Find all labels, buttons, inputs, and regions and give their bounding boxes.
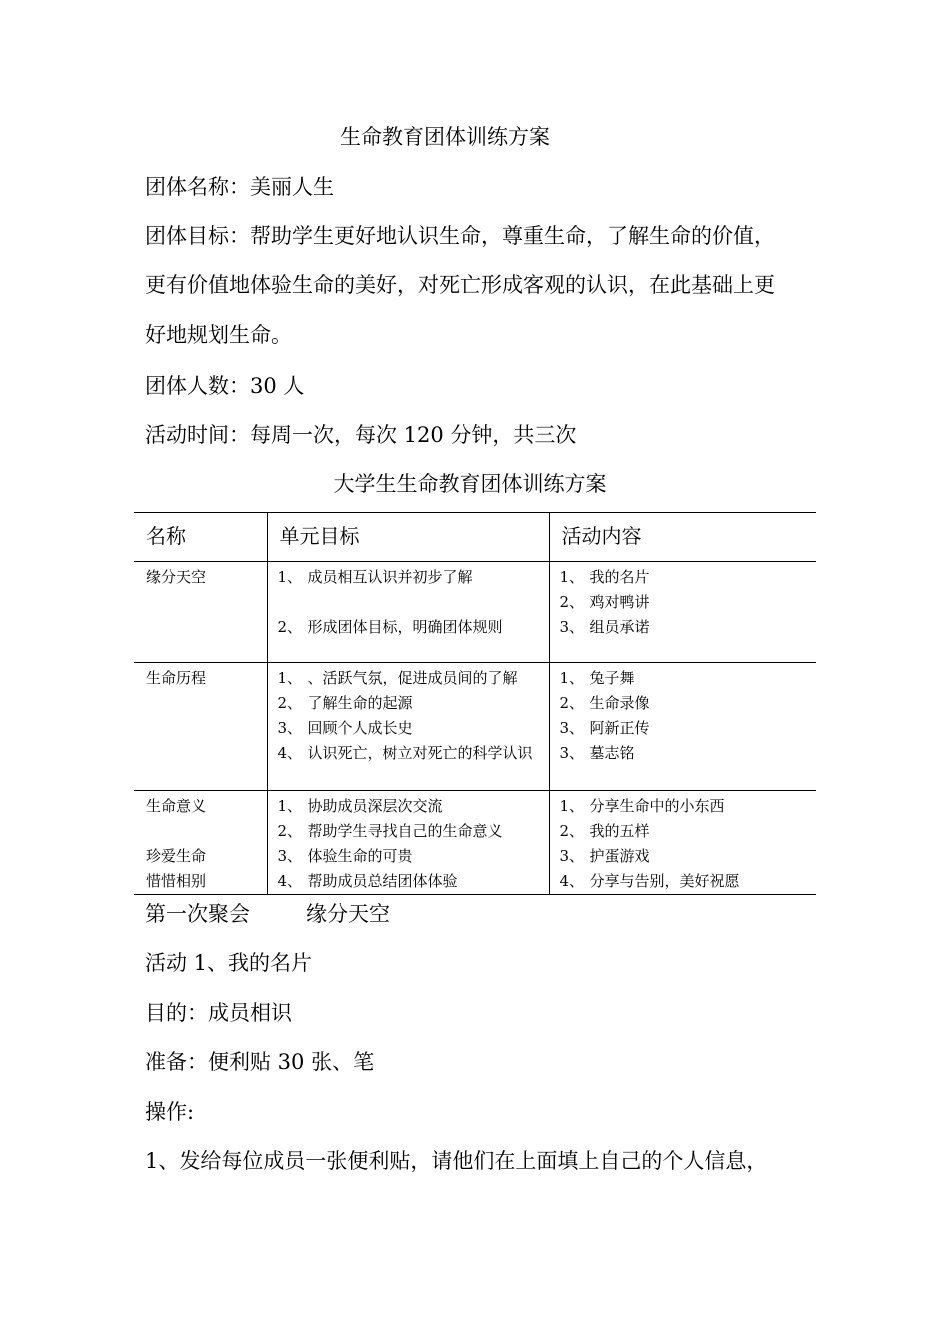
group-size: 团体人数：30 人 (145, 374, 305, 398)
activity-item (560, 716, 811, 741)
activity-item (560, 666, 811, 691)
unit-goals-cell (267, 562, 549, 663)
activity-item (560, 819, 811, 844)
goal-line-3: 好地规划生命。 (145, 323, 292, 347)
goal-item (278, 590, 543, 615)
table-title: 大学生生命教育团体训练方案 (333, 472, 607, 496)
goal-item (278, 794, 543, 819)
goal-item (278, 869, 543, 894)
preparation: 准备：便利贴 30 张、笔 (145, 1050, 375, 1074)
item-number: 1、 (559, 568, 585, 586)
goal-line-2: 更有价值地体验生命的美好，对死亡形成客观的认识，在此基础上更 (145, 273, 775, 297)
session-name: 缘分天空 (306, 902, 390, 926)
unit-name: 珍爱生命 (146, 847, 207, 865)
goal-item (278, 565, 543, 590)
item-number: 2、 (277, 694, 303, 712)
item-number: 2、 (559, 593, 585, 611)
item-text: 鸡对鸭讲 (589, 593, 650, 611)
item-number: 3、 (559, 744, 585, 762)
item-number: 2、 (277, 822, 303, 840)
activities-cell (549, 791, 816, 895)
item-number: 2、 (559, 822, 585, 840)
item-text: 成员相互认识并初步了解 (307, 568, 473, 586)
activity-title: 活动 1、我的名片 (145, 951, 313, 975)
plan-table (134, 512, 816, 895)
goal-item (278, 666, 543, 691)
item-number: 3、 (277, 847, 303, 865)
item-number: 1、 (559, 797, 585, 815)
item-text: 形成团体目标，明确团体规则 (307, 618, 503, 636)
item-text: 墓志铭 (589, 744, 635, 762)
item-text: 组员承诺 (589, 618, 650, 636)
unit-name-cell (134, 791, 267, 895)
goal-item (278, 741, 543, 766)
document-title: 生命教育团体训练方案 (340, 125, 550, 149)
unit-name: 生命历程 (146, 669, 207, 687)
item-number: 4、 (277, 744, 303, 762)
item-number: 1、 (277, 568, 303, 586)
activity-item (560, 590, 811, 615)
activity-item (560, 565, 811, 590)
item-number: 2、 (559, 694, 585, 712)
activity-item (560, 869, 811, 894)
item-text: 回顾个人成长史 (307, 719, 413, 737)
goal-item (278, 691, 543, 716)
table-row (134, 791, 816, 895)
item-number: 2、 (277, 618, 303, 636)
item-text: 、活跃气氛，促进成员间的了解 (307, 669, 518, 687)
item-text: 阿新正传 (589, 719, 650, 737)
goal-line-1: 团体目标：帮助学生更好地认识生命，尊重生命，了解生命的价值， (145, 224, 775, 248)
activity-item (560, 691, 811, 716)
item-number: 3、 (559, 847, 585, 865)
goal-item (278, 615, 543, 640)
item-number: 1、 (277, 669, 303, 687)
activities-cell (549, 663, 816, 791)
item-text: 认识死亡，树立对死亡的科学认识 (307, 744, 533, 762)
item-number: 3、 (559, 719, 585, 737)
item-text: 体验生命的可贵 (307, 847, 413, 865)
table-header-row (134, 513, 816, 562)
item-number: 4、 (277, 872, 303, 890)
table-row (134, 562, 816, 663)
item-number: 3、 (559, 618, 585, 636)
unit-goals-cell (267, 791, 549, 895)
operation-label: 操作: (145, 1100, 195, 1124)
item-text: 协助成员深层次交流 (307, 797, 443, 815)
group-name: 团体名称：美丽人生 (145, 175, 334, 199)
activity-time: 活动时间：每周一次，每次 120 分钟，共三次 (145, 423, 577, 447)
unit-name-cell (134, 562, 267, 663)
activity-item (560, 794, 811, 819)
item-number: 4、 (559, 872, 585, 890)
activity-item (560, 741, 811, 766)
purpose: 目的：成员相识 (145, 1001, 292, 1025)
goal-item (278, 716, 543, 741)
activities-cell (549, 562, 816, 663)
item-text: 我的名片 (589, 568, 650, 586)
item-text: 我的五样 (589, 822, 650, 840)
header-goals: 单元目标 (267, 513, 549, 562)
table-row (134, 663, 816, 791)
header-name: 名称 (134, 513, 267, 562)
session-label: 第一次聚会 (145, 902, 250, 926)
item-number: 3、 (277, 719, 303, 737)
item-number: 1、 (559, 669, 585, 687)
unit-name (146, 819, 261, 844)
unit-name: 生命意义 (146, 797, 207, 815)
header-activities: 活动内容 (549, 513, 816, 562)
item-text: 分享生命中的小东西 (589, 797, 725, 815)
step-1: 1、发给每位成员一张便利贴，请他们在上面填上自己的个人信息， (145, 1149, 768, 1173)
unit-goals-cell (267, 663, 549, 791)
goal-item (278, 819, 543, 844)
item-text: 生命录像 (589, 694, 650, 712)
activity-item (560, 615, 811, 640)
unit-name-cell (134, 663, 267, 791)
item-text: 帮助学生寻找自己的生命意义 (307, 822, 503, 840)
item-text: 护蛋游戏 (589, 847, 650, 865)
activity-item (560, 844, 811, 869)
goal-item (278, 844, 543, 869)
item-number: 1、 (277, 797, 303, 815)
unit-name: 惜惜相别 (146, 872, 207, 890)
item-text: 了解生命的起源 (307, 694, 413, 712)
unit-name: 缘分天空 (146, 568, 207, 586)
item-text: 帮助成员总结团体体验 (307, 872, 458, 890)
item-text: 兔子舞 (589, 669, 635, 687)
item-text: 分享与告别，美好祝愿 (589, 872, 740, 890)
session-heading (145, 900, 390, 928)
